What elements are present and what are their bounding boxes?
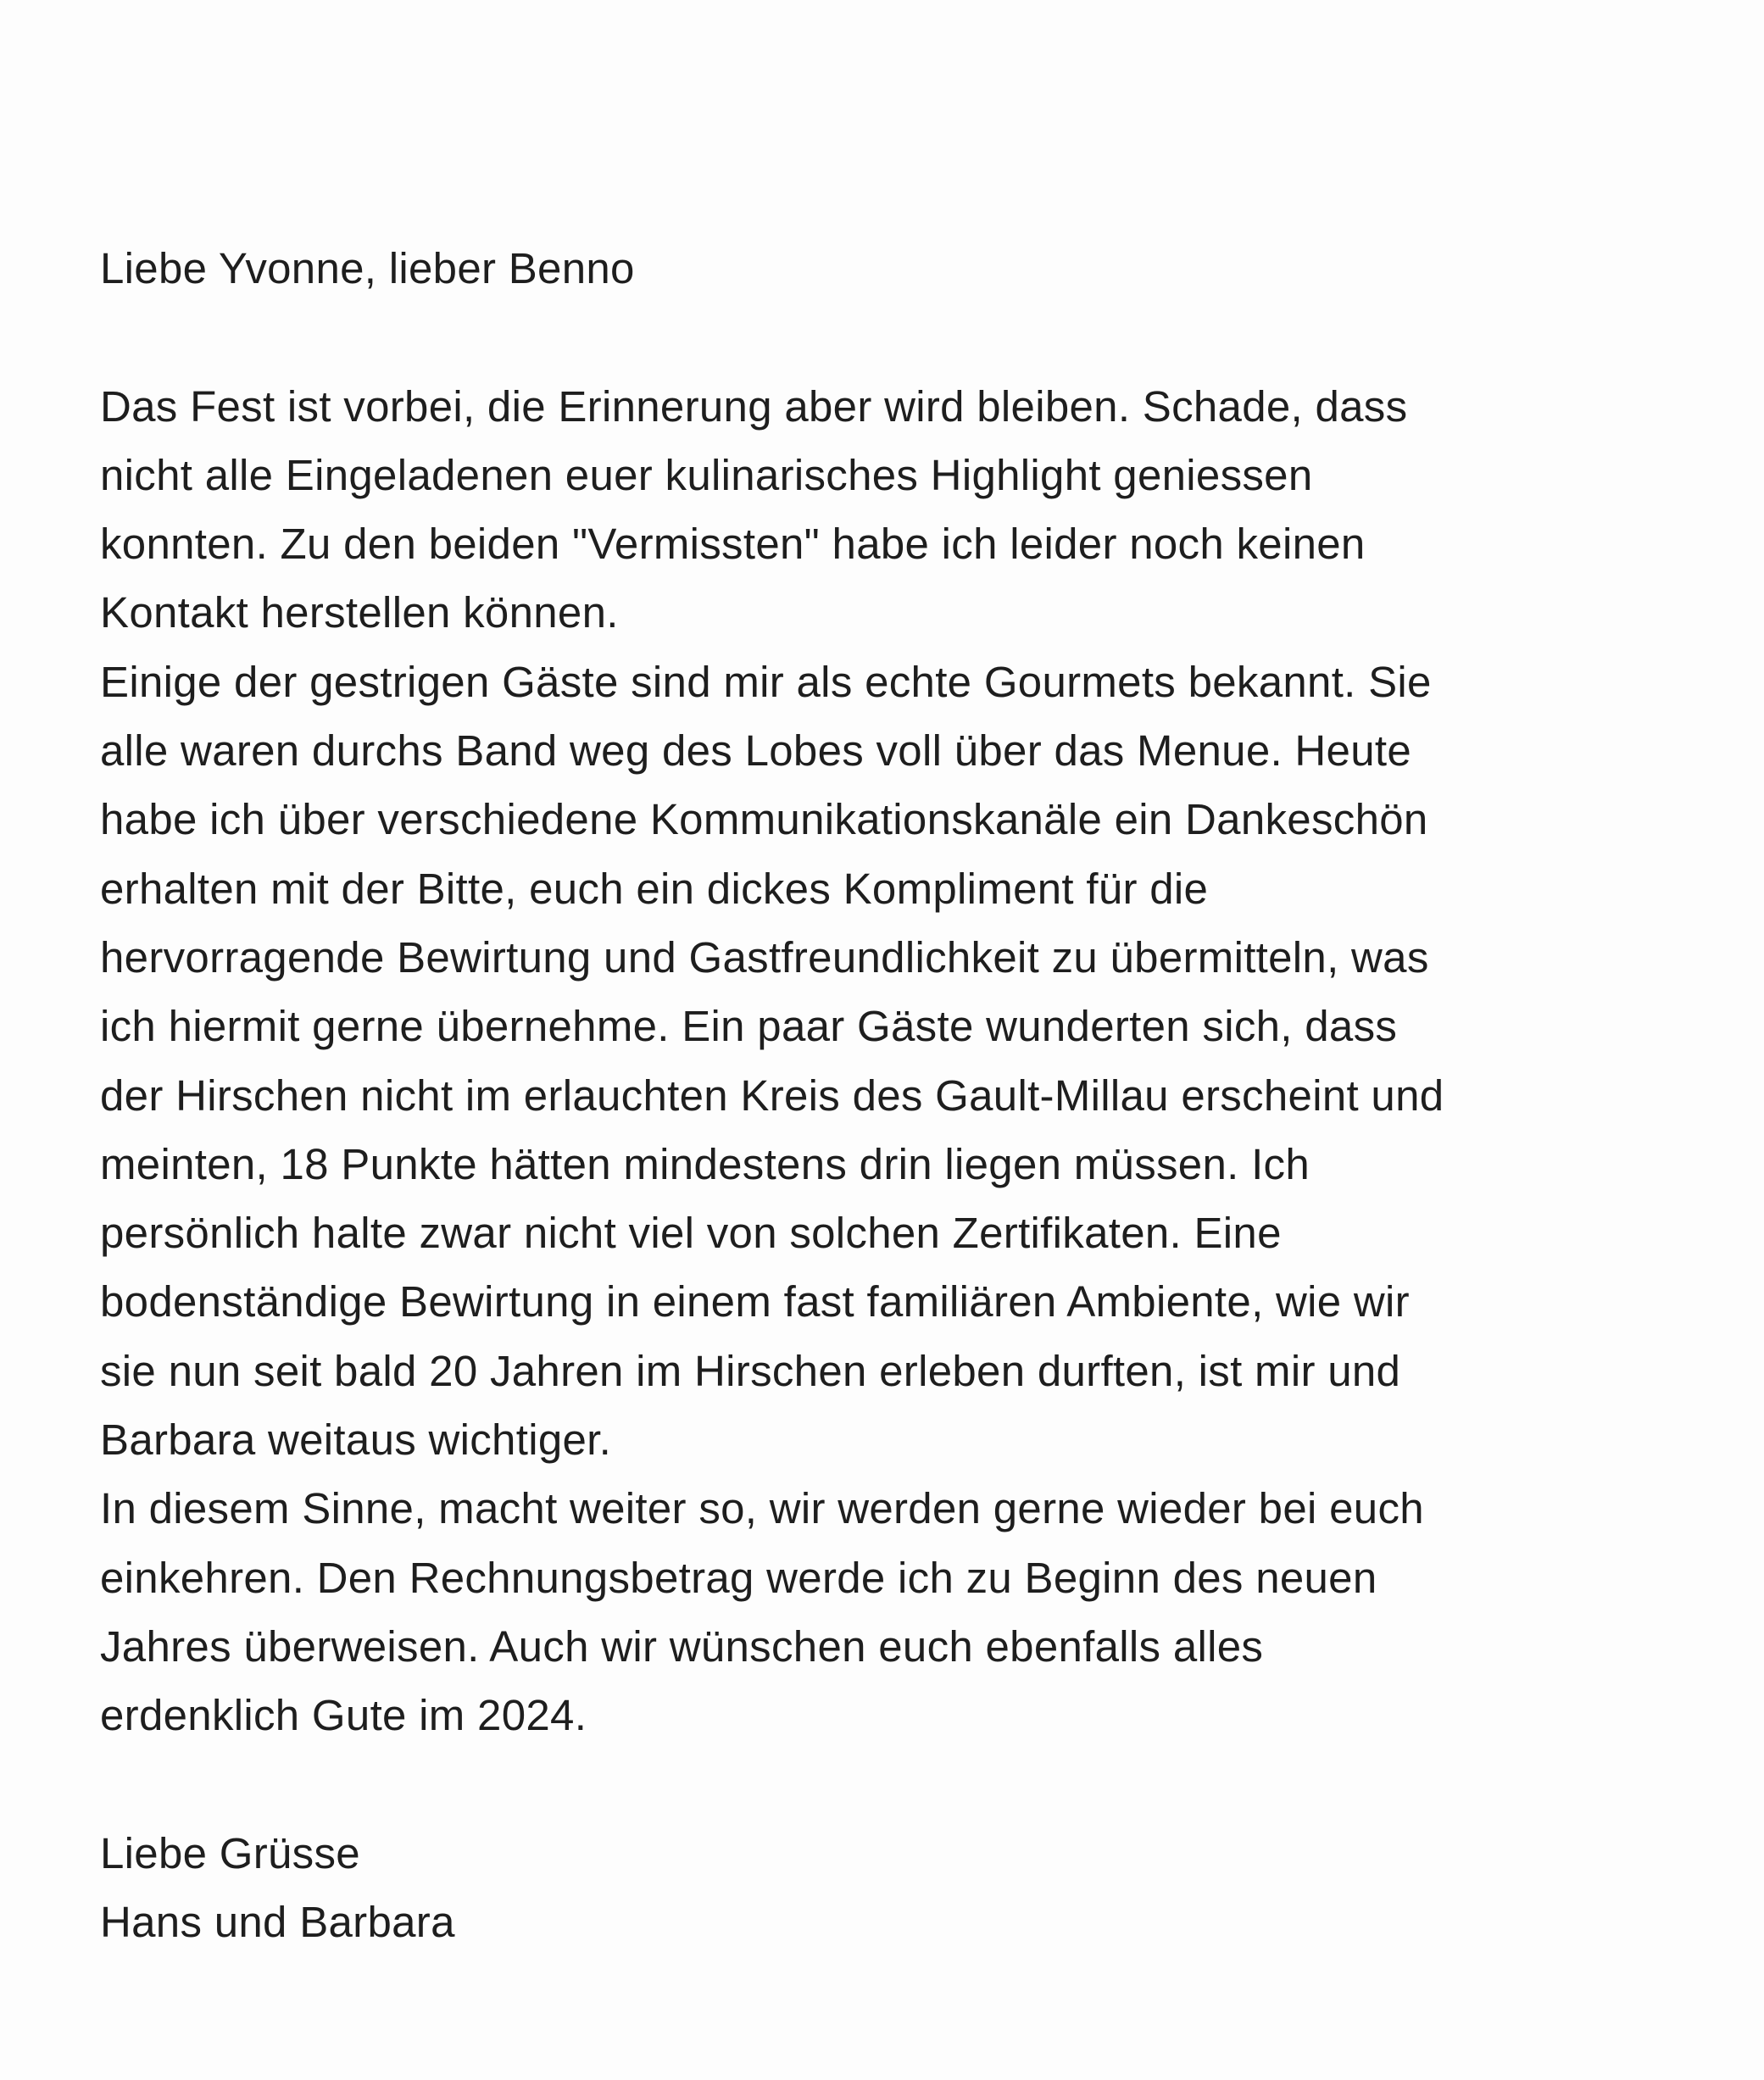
- closing: Liebe Grüsse: [100, 1828, 360, 1877]
- text-line: erhalten mit der Bitte, euch ein dickes Kompliment für die: [100, 864, 1209, 913]
- paragraph-3: [100, 1474, 1736, 1749]
- text-line: sie nun seit bald 20 Jahren im Hirschen erleben durften, ist mir und: [100, 1346, 1401, 1395]
- text-line: ich hiermit gerne übernehme. Ein paar Gäste wunderten sich, dass: [100, 1002, 1398, 1051]
- paragraph-1: [100, 372, 1736, 648]
- text-line: Jahres überweisen. Auch wir wünschen euch ebenfalls alles: [100, 1621, 1264, 1671]
- blank-line: [100, 303, 1736, 371]
- blank-line: [100, 1750, 1736, 1819]
- text-line: bodenständige Bewirtung in einem fast familiären Ambiente, wie wir: [100, 1277, 1410, 1326]
- salutation: Liebe Yvonne, lieber Benno: [100, 244, 635, 292]
- signature: Hans und Barbara: [100, 1898, 455, 1947]
- text-line: hervorragende Bewirtung und Gastfreundlichkeit zu übermitteln, was: [100, 932, 1429, 982]
- text-line: konnten. Zu den beiden "Vermissten" habe ich leider noch keinen: [100, 520, 1366, 569]
- text-line: Kontakt herstellen können.: [100, 588, 619, 637]
- letter-body: [100, 234, 1736, 1956]
- paragraph-2: [100, 648, 1736, 1475]
- text-line: einkehren. Den Rechnungsbetrag werde ich zu Beginn des neuen: [100, 1553, 1377, 1602]
- text-line: der Hirschen nicht im erlauchten Kreis des Gault-Millau erscheint und: [100, 1071, 1444, 1120]
- closing-block: [100, 1819, 1736, 1957]
- text-line: In diesem Sinne, macht weiter so, wir werden gerne wieder bei euch: [100, 1484, 1424, 1533]
- text-line: Das Fest ist vorbei, die Erinnerung aber wird bleiben. Schade, dass: [100, 381, 1408, 431]
- text-line: Barbara weitaus wichtiger.: [100, 1415, 612, 1465]
- text-line: meinten, 18 Punkte hätten mindestens drin liegen müssen. Ich: [100, 1139, 1310, 1188]
- text-line: erdenklich Gute im 2024.: [100, 1691, 587, 1740]
- text-line: persönlich halte zwar nicht viel von solchen Zertifikaten. Eine: [100, 1209, 1282, 1258]
- text-line: nicht alle Eingeladenen euer kulinarisches Highlight geniessen: [100, 450, 1313, 499]
- text-line: Einige der gestrigen Gäste sind mir als echte Gourmets bekannt. Sie: [100, 657, 1432, 706]
- text-line: habe ich über verschiedene Kommunikationskanäle ein Dankeschön: [100, 795, 1428, 844]
- text-line: alle waren durchs Band weg des Lobes voll über das Menue. Heute: [100, 726, 1412, 776]
